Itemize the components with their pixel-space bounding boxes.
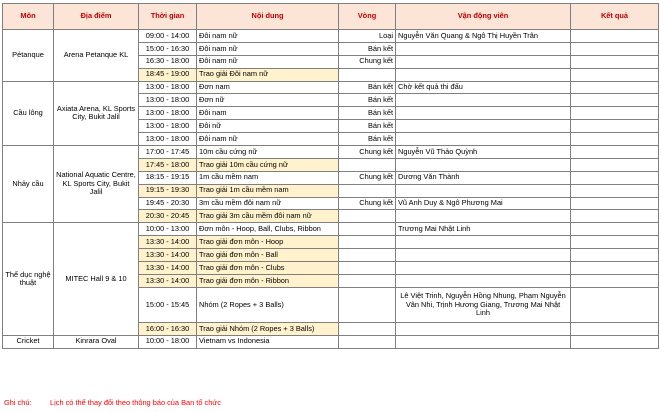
header-ket-qua: Kết quả — [571, 4, 659, 30]
time-cell: 13:00 - 18:00 — [139, 133, 197, 146]
athletes-cell: Chờ kết quả thi đấu — [396, 81, 571, 94]
athletes-cell — [396, 133, 571, 146]
athletes-cell — [396, 120, 571, 133]
athletes-cell — [396, 94, 571, 107]
time-cell: 16:00 - 16:30 — [139, 322, 197, 335]
time-cell: 13:00 - 18:00 — [139, 94, 197, 107]
result-cell — [571, 287, 659, 322]
time-cell: 13:00 - 18:00 — [139, 107, 197, 120]
result-cell — [571, 184, 659, 197]
time-cell: 10:00 - 13:00 — [139, 223, 197, 236]
athletes-cell — [396, 236, 571, 249]
result-cell — [571, 223, 659, 236]
sport-cell: Nhảy cầu — [3, 146, 54, 223]
time-cell: 13:30 - 14:00 — [139, 249, 197, 262]
sport-cell: Cricket — [3, 335, 54, 348]
round-cell: Chung kết — [339, 55, 396, 68]
round-cell — [339, 249, 396, 262]
time-cell: 18:45 - 19:00 — [139, 68, 197, 81]
content-cell: Trao giải 3m cầu mềm đôi nam nữ — [197, 210, 339, 223]
content-cell: 3m cầu mềm đôi nam nữ — [197, 197, 339, 210]
sport-cell: Pétanque — [3, 30, 54, 82]
round-cell: Chung kết — [339, 197, 396, 210]
athletes-cell — [396, 184, 571, 197]
content-cell: Trao giải 1m cầu mềm nam — [197, 184, 339, 197]
time-cell: 16:30 - 18:00 — [139, 55, 197, 68]
result-cell — [571, 30, 659, 43]
content-cell: 1m cầu mềm nam — [197, 171, 339, 184]
athletes-cell — [396, 335, 571, 348]
table-row — [3, 30, 659, 43]
athletes-cell: Dương Văn Thành — [396, 171, 571, 184]
result-cell — [571, 158, 659, 171]
athletes-cell: Vũ Anh Duy & Ngô Phương Mai — [396, 197, 571, 210]
time-cell: 13:30 - 14:00 — [139, 274, 197, 287]
round-cell — [339, 287, 396, 322]
athletes-cell — [396, 249, 571, 262]
result-cell — [571, 197, 659, 210]
content-cell: Đôi nam nữ — [197, 42, 339, 55]
result-cell — [571, 322, 659, 335]
schedule-body — [3, 30, 659, 349]
content-cell: Đơn môn - Hoop, Ball, Clubs, Ribbon — [197, 223, 339, 236]
header-vdv: Vận động viên — [396, 4, 571, 30]
header-dia-diem: Địa điểm — [54, 4, 139, 30]
round-cell: Bán kết — [339, 94, 396, 107]
header-mon: Môn — [3, 4, 54, 30]
header-thoi-gian: Thời gian — [139, 4, 197, 30]
schedule-table — [2, 3, 659, 349]
athletes-cell: Nguyễn Vũ Thảo Quỳnh — [396, 146, 571, 159]
content-cell: 10m cầu cứng nữ — [197, 146, 339, 159]
venue-cell: National Aquatic Centre, KL Sports City, Bukit Jalil — [54, 146, 139, 223]
athletes-cell — [396, 262, 571, 275]
round-cell: Bán kết — [339, 42, 396, 55]
athletes-cell — [396, 274, 571, 287]
round-cell: Bán kết — [339, 133, 396, 146]
table-header-row — [3, 4, 659, 30]
content-cell: Trao giải đơn môn - Hoop — [197, 236, 339, 249]
time-cell: 19:15 - 19:30 — [139, 184, 197, 197]
sport-cell: Cầu lông — [3, 81, 54, 145]
round-cell — [339, 158, 396, 171]
content-cell: Đôi nam nữ — [197, 133, 339, 146]
content-cell: Nhóm (2 Ropes + 3 Balls) — [197, 287, 339, 322]
content-cell: Vietnam vs Indonesia — [197, 335, 339, 348]
result-cell — [571, 94, 659, 107]
content-cell: Đôi nam nữ — [197, 30, 339, 43]
table-row — [3, 81, 659, 94]
athletes-cell — [396, 55, 571, 68]
content-cell: Trao giải đơn môn - Ribbon — [197, 274, 339, 287]
athletes-cell — [396, 210, 571, 223]
content-cell: Trao giải Nhóm (2 Ropes + 3 Balls) — [197, 322, 339, 335]
athletes-cell: Trương Mai Nhật Linh — [396, 223, 571, 236]
result-cell — [571, 335, 659, 348]
venue-cell: Kinrara Oval — [54, 335, 139, 348]
athletes-cell — [396, 42, 571, 55]
result-cell — [571, 274, 659, 287]
round-cell — [339, 335, 396, 348]
header-vong: Vòng — [339, 4, 396, 30]
result-cell — [571, 146, 659, 159]
venue-cell: MITEC Hall 9 & 10 — [54, 223, 139, 335]
time-cell: 20:30 - 20:45 — [139, 210, 197, 223]
round-cell — [339, 184, 396, 197]
round-cell — [339, 210, 396, 223]
round-cell — [339, 274, 396, 287]
content-cell: Đôi nam nữ — [197, 55, 339, 68]
time-cell: 13:30 - 14:00 — [139, 236, 197, 249]
athletes-cell — [396, 322, 571, 335]
result-cell — [571, 236, 659, 249]
content-cell: Trao giải đơn môn - Ball — [197, 249, 339, 262]
round-cell — [339, 322, 396, 335]
athletes-cell — [396, 68, 571, 81]
round-cell: Bán kết — [339, 120, 396, 133]
time-cell: 15:00 - 15:45 — [139, 287, 197, 322]
round-cell — [339, 262, 396, 275]
result-cell — [571, 210, 659, 223]
content-cell: Đôi nữ — [197, 120, 339, 133]
time-cell: 17:45 - 18:00 — [139, 158, 197, 171]
table-row — [3, 223, 659, 236]
result-cell — [571, 55, 659, 68]
venue-cell: Arena Petanque KL — [54, 30, 139, 82]
table-row — [3, 335, 659, 348]
result-cell — [571, 68, 659, 81]
round-cell: Chung kết — [339, 171, 396, 184]
athletes-cell — [396, 107, 571, 120]
content-cell: Đơn nữ — [197, 94, 339, 107]
result-cell — [571, 107, 659, 120]
time-cell: 15:00 - 16:30 — [139, 42, 197, 55]
content-cell: Đơn nam — [197, 81, 339, 94]
round-cell: Bán kết — [339, 107, 396, 120]
athletes-cell: Lê Việt Trinh, Nguyễn Hồng Nhung, Phạm Nguyễn Vân Nhi, Trịnh Hương Giang, Trương Mai Nhật Linh — [396, 287, 571, 322]
content-cell: Trao giải 10m cầu cứng nữ — [197, 158, 339, 171]
footnote — [4, 398, 221, 407]
result-cell — [571, 171, 659, 184]
time-cell: 13:30 - 14:00 — [139, 262, 197, 275]
time-cell: 13:00 - 18:00 — [139, 81, 197, 94]
round-cell — [339, 68, 396, 81]
round-cell: Bán kết — [339, 81, 396, 94]
result-cell — [571, 249, 659, 262]
round-cell: Chung kết — [339, 146, 396, 159]
round-cell: Loại — [339, 30, 396, 43]
time-cell: 10:00 - 18:00 — [139, 335, 197, 348]
content-cell: Trao giải Đôi nam nữ — [197, 68, 339, 81]
result-cell — [571, 81, 659, 94]
result-cell — [571, 120, 659, 133]
time-cell: 09:00 - 14:00 — [139, 30, 197, 43]
round-cell — [339, 223, 396, 236]
athletes-cell: Nguyễn Văn Quang & Ngô Thị Huyền Trân — [396, 30, 571, 43]
result-cell — [571, 262, 659, 275]
result-cell — [571, 42, 659, 55]
time-cell: 18:15 - 19:15 — [139, 171, 197, 184]
footnote-label: Ghi chú: — [4, 398, 32, 407]
time-cell: 17:00 - 17:45 — [139, 146, 197, 159]
venue-cell: Axiata Arena, KL Sports City, Bukit Jalil — [54, 81, 139, 145]
table-row — [3, 146, 659, 159]
result-cell — [571, 133, 659, 146]
content-cell: Đôi nam — [197, 107, 339, 120]
round-cell — [339, 236, 396, 249]
footnote-text: Lịch có thể thay đổi theo thông báo của Ban tổ chức — [50, 398, 221, 407]
time-cell: 13:00 - 18:00 — [139, 120, 197, 133]
header-noi-dung: Nội dung — [197, 4, 339, 30]
athletes-cell — [396, 158, 571, 171]
sport-cell: Thể dục nghệ thuật — [3, 223, 54, 335]
content-cell: Trao giải đơn môn - Clubs — [197, 262, 339, 275]
time-cell: 19:45 - 20:30 — [139, 197, 197, 210]
